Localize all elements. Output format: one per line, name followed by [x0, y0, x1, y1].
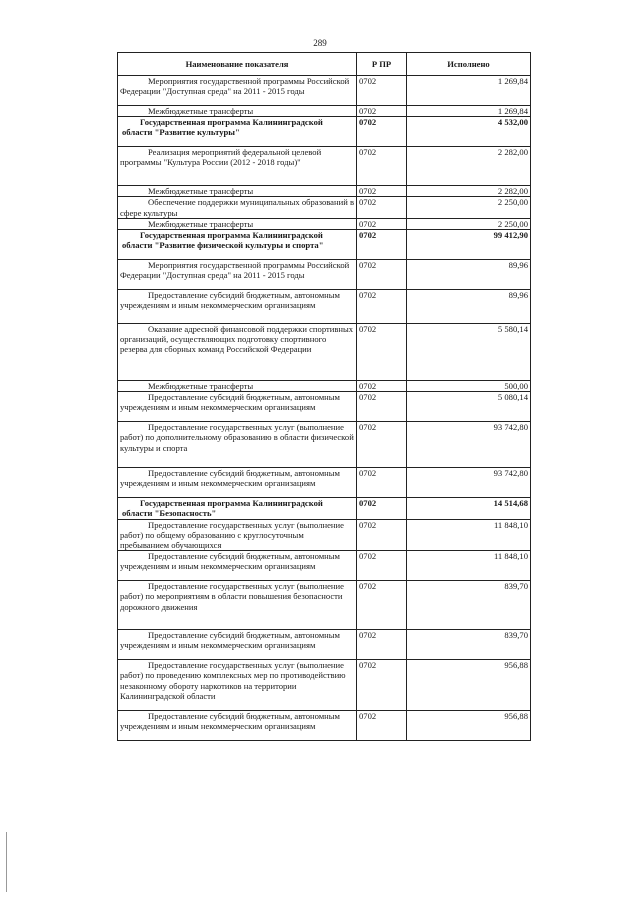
table-row	[118, 581, 531, 630]
row-code: 0702	[357, 630, 407, 660]
row-amount: 11 848,10	[407, 519, 531, 551]
table-row	[118, 186, 531, 197]
row-amount: 2 250,00	[407, 197, 531, 218]
table-row	[118, 260, 531, 290]
row-name: Государственная программа Калининградской области "Развитие культуры"	[118, 117, 357, 147]
row-name: Межбюджетные трансферты	[118, 218, 357, 229]
row-amount: 2 250,00	[407, 218, 531, 229]
row-amount: 5 080,14	[407, 392, 531, 422]
row-amount: 839,70	[407, 630, 531, 660]
header-amount: Исполнено	[407, 53, 531, 76]
row-amount: 2 282,00	[407, 186, 531, 197]
row-name: Предоставление субсидий бюджетным, автономным учреждениям и иным некоммерческим организациям	[118, 468, 357, 498]
row-name: Предоставление государственных услуг (выполнение работ) по дополнительному образованию в области физической культуры и спорта	[118, 422, 357, 468]
row-amount: 11 848,10	[407, 551, 531, 581]
row-code: 0702	[357, 324, 407, 381]
table-row	[118, 381, 531, 392]
row-name: Предоставление субсидий бюджетным, автономным учреждениям и иным некоммерческим организациям	[118, 630, 357, 660]
table-row	[118, 392, 531, 422]
row-code: 0702	[357, 106, 407, 117]
table-row	[118, 468, 531, 498]
table-row	[118, 197, 531, 218]
table-row	[118, 290, 531, 324]
row-amount: 89,96	[407, 290, 531, 324]
row-name: Предоставление государственных услуг (выполнение работ) по проведению комплексных мер по противодействию незаконному обороту наркотиков на территории Калининградской области	[118, 660, 357, 711]
table-row	[118, 147, 531, 186]
header-name: Наименование показателя	[118, 53, 357, 76]
row-amount: 93 742,80	[407, 422, 531, 468]
row-amount: 99 412,90	[407, 230, 531, 260]
row-code: 0702	[357, 519, 407, 551]
row-amount: 4 532,00	[407, 117, 531, 147]
row-name: Предоставление субсидий бюджетным, автономным учреждениям и иным некоммерческим организациям	[118, 711, 357, 741]
table-row	[118, 498, 531, 519]
row-amount: 5 580,14	[407, 324, 531, 381]
row-code: 0702	[357, 186, 407, 197]
table-row	[118, 630, 531, 660]
row-code: 0702	[357, 290, 407, 324]
row-name: Мероприятия государственной программы Российской Федерации "Доступная среда" на 2011 - 2015 годы	[118, 76, 357, 106]
row-code: 0702	[357, 218, 407, 229]
budget-table	[117, 52, 531, 741]
row-name: Межбюджетные трансферты	[118, 186, 357, 197]
row-amount: 14 514,68	[407, 498, 531, 519]
row-code: 0702	[357, 230, 407, 260]
row-name: Государственная программа Калининградской области "Безопасность"	[118, 498, 357, 519]
row-code: 0702	[357, 422, 407, 468]
table-row	[118, 324, 531, 381]
row-name: Предоставление субсидий бюджетным, автономным учреждениям и иным некоммерческим организациям	[118, 551, 357, 581]
row-amount: 956,88	[407, 711, 531, 741]
row-name: Предоставление субсидий бюджетным, автономным учреждениям и иным некоммерческим организациям	[118, 290, 357, 324]
row-name: Реализация мероприятий федеральной целевой программы "Культура России (2012 - 2018 годы)"	[118, 147, 357, 186]
table-row	[118, 76, 531, 106]
row-amount: 500,00	[407, 381, 531, 392]
row-code: 0702	[357, 260, 407, 290]
table-row	[118, 218, 531, 229]
row-code: 0702	[357, 581, 407, 630]
row-name: Оказание адресной финансовой поддержки спортивных организаций, осуществляющих подготовку спортивного резерва для сборных команд Российской Федерации	[118, 324, 357, 381]
row-code: 0702	[357, 392, 407, 422]
table-header-row	[118, 53, 531, 76]
row-amount: 2 282,00	[407, 147, 531, 186]
row-amount: 1 269,84	[407, 76, 531, 106]
table-row	[118, 106, 531, 117]
row-code: 0702	[357, 76, 407, 106]
row-name: Межбюджетные трансферты	[118, 106, 357, 117]
row-name: Предоставление государственных услуг (выполнение работ) по мероприятиям в области повышения безопасности дорожного движения	[118, 581, 357, 630]
row-amount: 839,70	[407, 581, 531, 630]
header-code: Р ПР	[357, 53, 407, 76]
row-name: Предоставление субсидий бюджетным, автономным учреждениям и иным некоммерческим организациям	[118, 392, 357, 422]
table-row	[118, 422, 531, 468]
row-name: Обеспечение поддержки муниципальных образований в сфере культуры	[118, 197, 357, 218]
row-amount: 93 742,80	[407, 468, 531, 498]
row-name: Межбюджетные трансферты	[118, 381, 357, 392]
row-code: 0702	[357, 381, 407, 392]
row-amount: 956,88	[407, 660, 531, 711]
row-name: Государственная программа Калининградской области "Развитие физической культуры и спорта"	[118, 230, 357, 260]
table-row	[118, 519, 531, 551]
row-code: 0702	[357, 197, 407, 218]
row-code: 0702	[357, 711, 407, 741]
table-row	[118, 117, 531, 147]
row-amount: 89,96	[407, 260, 531, 290]
row-code: 0702	[357, 551, 407, 581]
row-code: 0702	[357, 660, 407, 711]
row-code: 0702	[357, 498, 407, 519]
row-amount: 1 269,84	[407, 106, 531, 117]
row-code: 0702	[357, 468, 407, 498]
table-row	[118, 711, 531, 741]
row-code: 0702	[357, 117, 407, 147]
table-row	[118, 551, 531, 581]
page-number: 289	[313, 38, 327, 48]
margin-mark	[6, 832, 7, 892]
row-name: Мероприятия государственной программы Российской Федерации "Доступная среда" на 2011 - 2015 годы	[118, 260, 357, 290]
table-row	[118, 230, 531, 260]
row-code: 0702	[357, 147, 407, 186]
table-row	[118, 660, 531, 711]
row-name: Предоставление государственных услуг (выполнение работ) по общему образованию с круглосуточным пребыванием обучающихся	[118, 519, 357, 551]
